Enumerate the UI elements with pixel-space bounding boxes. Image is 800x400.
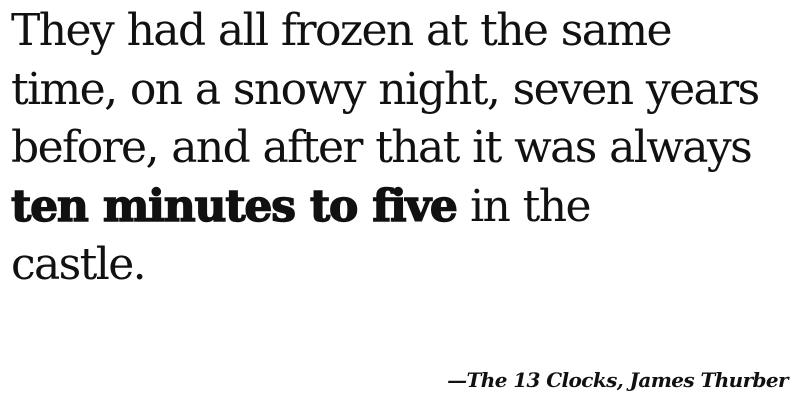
quote-emphasis: ten minutes to five [11, 180, 457, 232]
quote-line-4-rest: in the [456, 180, 590, 232]
quote-line-1: They had all frozen at the same [11, 5, 671, 56]
quote-text [11, 2, 786, 295]
quote-line-4 [11, 178, 786, 237]
quote-line-3: before, and after that it was always [11, 122, 752, 173]
quote-line-5: castle. [11, 239, 146, 290]
quote-line-2: time, on a snowy night, seven years [11, 63, 759, 115]
quote-attribution: —The 13 Clocks, James Thurber [447, 368, 788, 392]
